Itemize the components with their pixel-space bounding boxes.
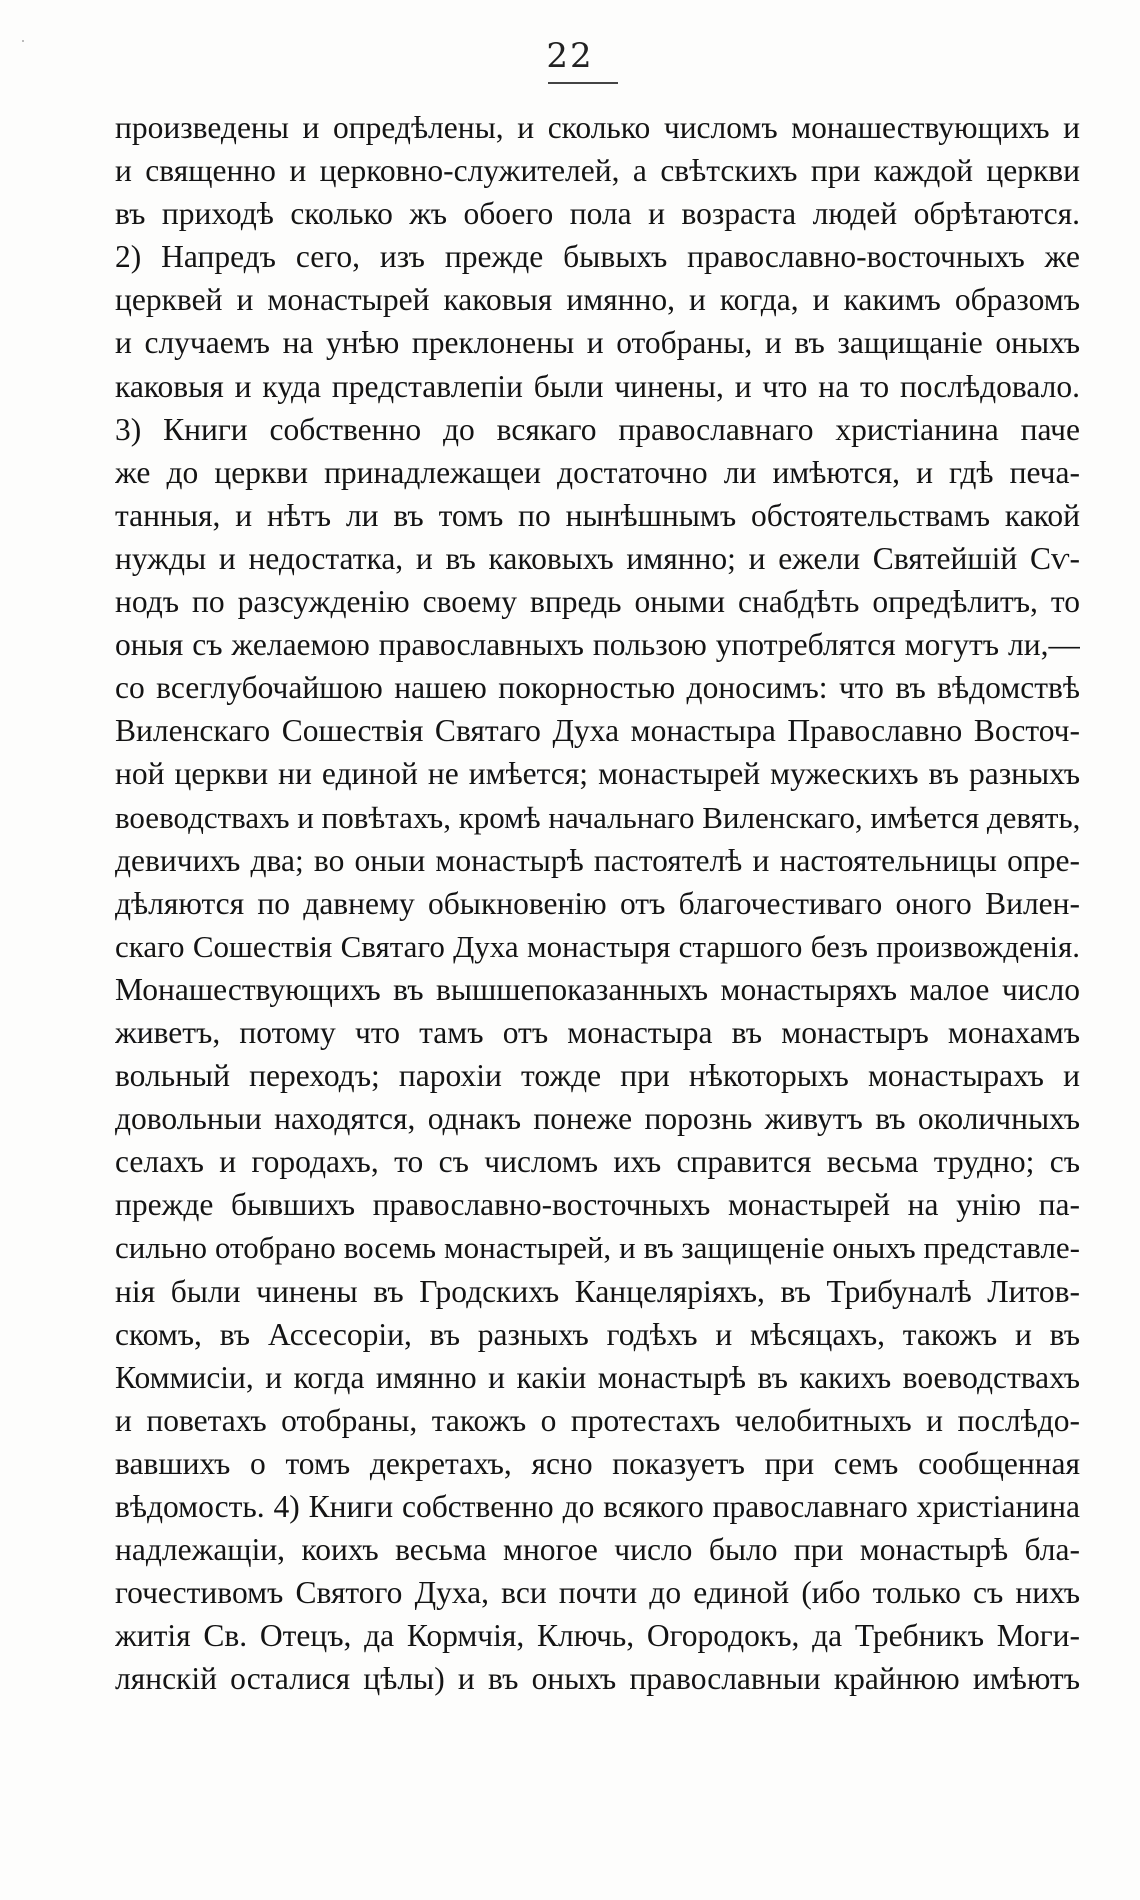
text-line: сильно отобрано восемь монастырей, и въ защищеніе оныхъ представле-	[115, 1230, 1080, 1266]
text-line: скаго Сошествія Святаго Духа монастыря старшого безъ произвожденія.	[115, 928, 1080, 964]
text-line: вѣдомость. 4) Книги собственно до всякого православнаго христіанина	[115, 1489, 1080, 1524]
text-line: ной церкви ни единой не имѣется; монастырей мужескихъ въ разныхъ	[115, 756, 1080, 792]
text-line: нодъ по разсужденію своему впредь оными снабдѣть опредѣлитъ, то	[115, 584, 1080, 620]
text-line: вавшихъ о томъ декретахъ, ясно показуетъ при семъ сообщенная	[115, 1445, 1080, 1481]
text-line: дѣляются по давнему обыкновенію отъ благочестиваго оного Вилен-	[115, 885, 1080, 921]
text-line: танныя, и нѣтъ ли въ томъ по нынѣшнымъ обстоятельствамъ какой	[115, 497, 1080, 533]
text-line: живетъ, потому что тамъ отъ монастыра въ монастыръ монахамъ	[115, 1014, 1080, 1050]
text-line: оныя съ желаемою православныхъ пользою употреблятся могутъ ли,—	[115, 627, 1080, 663]
text-line: гочестивомъ Святого Духа, вси почти до единой (ибо только съ нихъ	[115, 1575, 1080, 1611]
text-line: вольный переходъ; парохіи тожде при нѣкоторыхъ монастырахъ и	[115, 1058, 1080, 1094]
text-line: нія были чинены въ Гродскихъ Канцеляріяхъ, въ Трибуналѣ Литов-	[115, 1273, 1080, 1309]
text-line: Монашествующихъ въ вышшепоказанныхъ монастыряхъ малое число	[115, 971, 1080, 1007]
text-line: 2) Напредъ сего, изъ прежде бывыхъ православно-восточныхъ же	[115, 239, 1080, 275]
text-line: девичихъ два; во оныи монастырѣ пастоятелѣ и настоятельницы опре-	[115, 842, 1080, 878]
text-line: со всеглубочайшою нашею покорностью доносимъ: что въ вѣдомствѣ	[115, 670, 1080, 706]
text-line: и поветахъ отобраны, такожъ о протестахъ челобитныхъ и послѣдо-	[115, 1402, 1080, 1438]
text-line: воеводствахъ и повѣтахъ, кромѣ начальнаго Виленскаго, имѣется девять,	[115, 799, 1080, 835]
text-line: прежде бывшихъ православно-восточныхъ монастырей на унію па-	[115, 1187, 1080, 1223]
text-line: же до церкви принадлежащеи достаточно ли имѣются, и гдѣ печа-	[115, 454, 1080, 490]
page-number-underline	[548, 82, 618, 84]
text-line: произведены и опредѣлены, и сколько числомъ монашествующихъ и	[115, 110, 1080, 145]
text-line: лянскій осталися цѣлы) и въ оныхъ православныи крайнюю имѣютъ	[115, 1661, 1080, 1697]
text-line: и священно и церковно-служителей, а свѣтскихъ при каждой церкви	[115, 153, 1080, 189]
page-number: 22	[546, 36, 594, 76]
text-line: селахъ и городахъ, то съ числомъ ихъ справится весьма трудно; съ	[115, 1144, 1080, 1180]
text-line: Коммисіи, и когда имянно и какіи монастырѣ въ какихъ воеводствахъ	[115, 1359, 1080, 1395]
text-line: Виленскаго Сошествія Святаго Духа монастыра Православно Восточ-	[115, 713, 1080, 749]
text-line: и случаемъ на унѣю преклонены и отобраны, и въ защищаніе оныхъ	[115, 325, 1080, 361]
text-line: скомъ, въ Ассесоріи, въ разныхъ годѣхъ и мѣсяцахъ, такожъ и въ	[115, 1316, 1080, 1352]
text-line: церквей и монастырей каковыя имянно, и когда, и какимъ образомъ	[115, 282, 1080, 318]
text-line: нужды и недостатка, и въ каковыхъ имянно; и ежели Святейшій Сѵ-	[115, 540, 1080, 576]
text-line: надлежащіи, коихъ весьма многое число было при монастырѣ бла-	[115, 1532, 1080, 1568]
text-line: каковыя и куда представлепіи были чинены, и что на то послѣдовало.	[115, 368, 1080, 404]
text-line: 3) Книги собственно до всякаго православнаго христіанина паче	[115, 411, 1080, 447]
text-line: въ приходѣ сколько жъ обоего пола и возраста людей обрѣтаются.	[115, 196, 1080, 232]
body-text	[115, 106, 1080, 1700]
text-line: довольныи находятся, однакъ понеже порознь живутъ въ околичныхъ	[115, 1101, 1080, 1137]
text-line: житія Св. Отецъ, да Кормчія, Ключь, Огородокъ, да Требникъ Моги-	[115, 1618, 1080, 1654]
